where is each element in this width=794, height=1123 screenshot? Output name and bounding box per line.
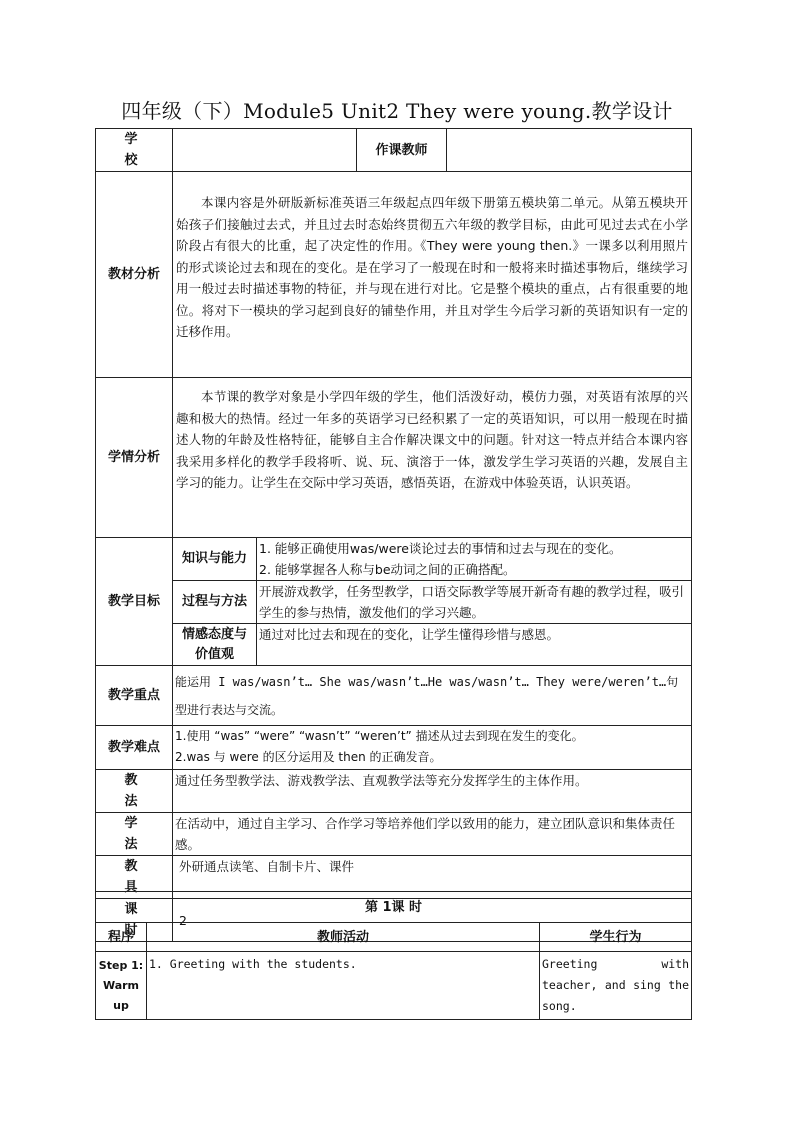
- key-points-text: 能运用 I was/wasn’t… She was/wasn’t…He was/wasn’t… They were/weren’t…句型进行表达与交流。: [175, 674, 679, 717]
- lesson-heading: 第 1课 时: [96, 892, 692, 923]
- teacher-label: 作课教师: [357, 129, 447, 172]
- goal-sub-process: 过程与方法: [173, 581, 257, 624]
- step-1-student: Greeting with teacher, and sing the song.: [540, 952, 692, 1020]
- lesson-table: [95, 891, 692, 1020]
- tools-text: 外研通点读笔、自制卡片、课件: [173, 856, 692, 899]
- textbook-label: 教材分析: [96, 172, 173, 378]
- col-student-header: 学生行为: [540, 923, 692, 952]
- hours-label: 课 时: [96, 899, 173, 942]
- step-1-teacher: 1. Greeting with the students.: [147, 952, 540, 1020]
- page-title: 四年级（下）Module5 Unit2 They were young.教学设计: [121, 99, 673, 123]
- goal-sub-knowledge: 知识与能力: [173, 538, 257, 581]
- info-table: [95, 128, 692, 942]
- goal-emotion-text: 通过对比过去和现在的变化，让学生懂得珍惜与感恩。: [259, 627, 560, 642]
- goal-knowledge-line-2: 2. 能够掌握各人称与be动词之间的正确搭配。: [259, 562, 516, 577]
- goal-process-text: 开展游戏教学，任务型教学，口语交际教学等展开新奇有趣的教学过程，吸引学生的参与热情，激发他们的学习兴趣。: [259, 584, 685, 620]
- goals-label: 教学目标: [96, 538, 173, 666]
- difficulty-line-2: 2.was 与 were 的区分运用及 then 的正确发音。: [175, 750, 442, 764]
- difficulties-label: 教学难点: [96, 726, 173, 770]
- students-text: 本节课的教学对象是小学四年级的学生，他们活泼好动，模仿力强，对英语有浓厚的兴趣和极大的热情。经过一年多的英语学习已经积累了一定的英语知识，可以用一般现在时描述人物的年龄及性格特征，能够自主合作解决课文中的问题。针对这一特点并结合本课内容我采用多样化的教学手段将听、说、玩、演溶于一体，激发学生学习英语的兴趣，发展自主学习的能力。让学生在交际中学习英语，感悟英语，在游戏中体验英语，认识英语。: [176, 389, 688, 490]
- teach-method-text: 通过任务型教学法、游戏教学法、直观教学法等充分发挥学生的主体作用。: [173, 770, 692, 813]
- goal-knowledge-line-1: 1. 能够正确使用was/were谈论过去的事情和过去与现在的变化。: [259, 541, 622, 556]
- step-1-label: Step 1: Warm up: [96, 952, 147, 1020]
- col-teacher-header: 教师活动: [147, 923, 540, 952]
- students-label: 学情分析: [96, 378, 173, 538]
- key-points-label: 教学重点: [96, 666, 173, 726]
- school-label: 学 校: [96, 129, 173, 172]
- goal-sub-emotion: 情感态度与价值观: [173, 624, 257, 666]
- school-value: [173, 129, 357, 172]
- learn-method-label: 学 法: [96, 813, 173, 856]
- textbook-text: 本课内容是外研版新标准英语三年级起点四年级下册第五模块第二单元。从第五模块开始孩子们接触过去式，并且过去时态始终贯彻五六年级的教学目标，由此可见过去式在小学阶段占有很大的比重，起了决定性的作用。《They were young then.》一课多以利用照片的形式谈论过去和现在的变化。是在学习了一般现在时和一般将来时描述事物后，继续学习用一般过去时描述事物的特征，并与现在进行对比。它是整个模块的重点，占有很重要的地位。将对下一模块的学习起到良好的铺垫作用，并且对学生今后学习新的英语知识有一定的迁移作用。: [176, 195, 688, 339]
- col-step-header: 程序: [96, 923, 147, 952]
- teach-method-label: 教 法: [96, 770, 173, 813]
- difficulty-line-1: 1.使用 “was” “were” “wasn’t” “weren’t” 描述从过去到现在发生的变化。: [175, 729, 584, 743]
- learn-method-text: 在活动中，通过自主学习、合作学习等培养他们学以致用的能力，建立团队意识和集体责任感。: [173, 813, 692, 856]
- hours-value: 2: [173, 899, 692, 942]
- tools-label: 教 具: [96, 856, 173, 899]
- teacher-value: [447, 129, 692, 172]
